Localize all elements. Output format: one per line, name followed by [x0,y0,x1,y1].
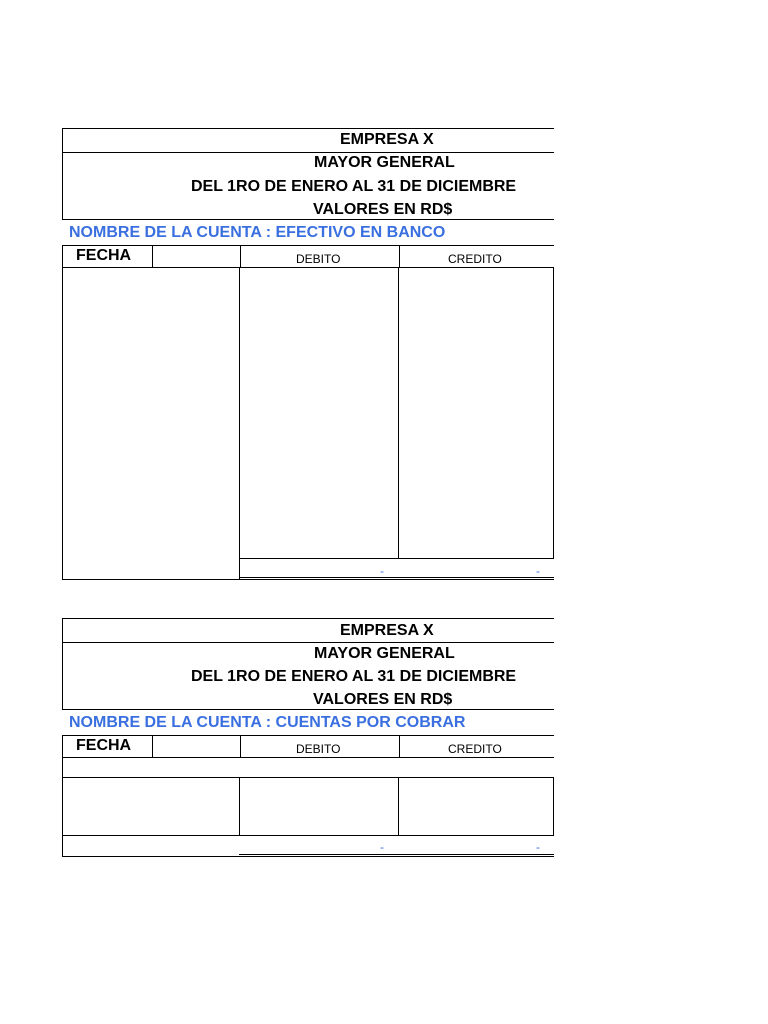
total-credito: - [536,840,540,854]
company-name: EMPRESA X [340,622,434,639]
company-name: EMPRESA X [340,131,434,148]
ledger-cuentas-por-cobrar [62,618,554,860]
col-credito: CREDITO [448,252,502,266]
account-name: NOMBRE DE LA CUENTA : CUENTAS POR COBRAR [69,714,466,731]
account-name: NOMBRE DE LA CUENTA : EFECTIVO EN BANCO [69,224,446,241]
ledger-header [62,128,554,220]
col-fecha: FECHA [76,247,132,264]
total-debito: - [380,564,384,578]
total-credito: - [536,564,540,578]
col-credito: CREDITO [448,742,502,756]
col-fecha: FECHA [76,737,132,754]
report-title: MAYOR GENERAL [314,154,455,171]
report-title: MAYOR GENERAL [314,645,455,662]
total-debito: - [380,840,384,854]
report-period: DEL 1RO DE ENERO AL 31 DE DICIEMBRE [191,178,517,195]
currency-note: VALORES EN RD$ [313,201,453,218]
ledger-body [62,758,554,858]
ledger-header [62,618,554,710]
col-debito: DEBITO [296,252,341,266]
currency-note: VALORES EN RD$ [313,691,453,708]
report-period: DEL 1RO DE ENERO AL 31 DE DICIEMBRE [191,668,517,685]
ledger-efectivo-en-banco [62,128,554,583]
col-debito: DEBITO [296,742,341,756]
ledger-body [62,268,554,580]
